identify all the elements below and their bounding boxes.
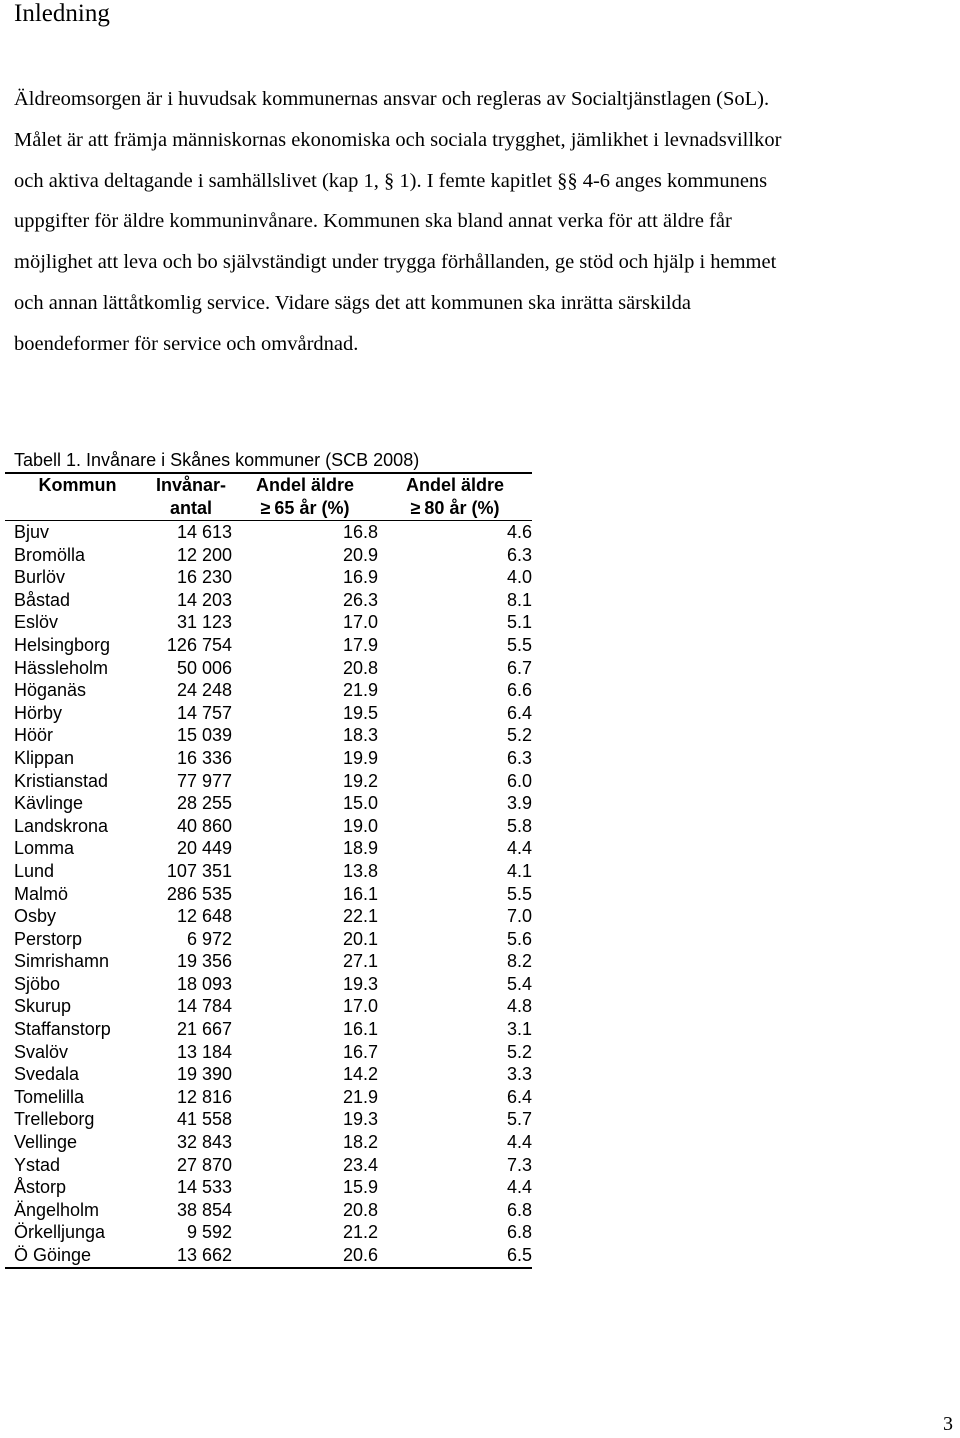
cell-invanare: 19 356 [176,951,232,972]
table-row [5,589,532,612]
page-heading: Inledning [14,0,110,27]
cell-andel80: 6.0 [506,770,532,791]
cell-andel65: 19.0 [342,815,378,836]
table-row [5,1018,532,1041]
cell-kommun: Landskrona [14,815,109,836]
cell-andel65: 26.3 [342,589,378,610]
cell-andel65: 14.2 [342,1064,378,1085]
table-row [5,611,532,634]
cell-invanare: 28 255 [176,793,232,814]
header-kommun: Kommun [38,475,117,495]
cell-andel65: 16.9 [342,567,378,588]
cell-kommun: Perstorp [14,928,83,949]
table-row [5,1063,532,1086]
table-row [5,837,532,860]
cell-andel65: 20.8 [342,1199,378,1220]
header-invanare [150,473,232,521]
cell-kommun: Burlöv [14,567,66,588]
cell-invanare: 126 754 [166,634,232,655]
cell-andel80: 3.9 [506,793,532,814]
table-row [5,521,532,544]
cell-andel80: 4.4 [506,838,532,859]
cell-andel65: 18.2 [342,1132,378,1153]
cell-invanare: 31 123 [176,612,232,633]
cell-andel65: 16.1 [342,1019,378,1040]
header-andel80-line1: Andel äldre [405,475,505,495]
table-row [5,1154,532,1177]
cell-andel80: 5.2 [506,725,532,746]
header-andel65-line2-wrap [232,497,378,520]
cell-andel65: 17.0 [342,612,378,633]
paragraph-line: Målet är att främja människornas ekonomiska och sociala trygghet, jämlikhet i levnadsvillkor [14,128,782,151]
cell-andel80: 5.8 [506,815,532,836]
cell-andel80: 5.7 [506,1109,532,1130]
cell-invanare: 15 039 [176,725,232,746]
cell-andel65: 21.9 [342,680,378,701]
cell-kommun: Osby [14,906,57,927]
cell-kommun: Höganäs [14,680,87,701]
cell-andel80: 4.8 [506,996,532,1017]
page-number: 3 [943,1413,953,1435]
cell-andel80: 6.6 [506,680,532,701]
table-row [5,860,532,883]
cell-invanare: 16 230 [176,567,232,588]
cell-andel65: 21.9 [342,1086,378,1107]
table-row [5,1041,532,1064]
cell-invanare: 20 449 [176,838,232,859]
table-row [5,747,532,770]
header-andel65-line1: Andel äldre [255,475,355,495]
cell-andel80: 4.4 [506,1177,532,1198]
cell-kommun: Höör [14,725,54,746]
table-row [5,1131,532,1154]
cell-invanare: 13 184 [176,1041,232,1062]
paragraph-line: boendeformer för service och omvårdnad. [14,332,359,355]
header-andel80 [378,473,532,521]
cell-kommun: Ö Göinge [14,1245,92,1265]
cell-invanare: 21 667 [176,1019,232,1040]
cell-andel80: 4.6 [506,522,532,542]
cell-kommun: Åstorp [14,1177,67,1198]
table-caption: Tabell 1. Invånare i Skånes kommuner (SCB 2008) [14,450,420,470]
cell-kommun: Staffanstorp [14,1019,111,1040]
table-header-row [5,473,532,521]
cell-andel80: 8.2 [506,951,532,972]
cell-invanare: 38 854 [176,1199,232,1220]
table-row [5,928,532,951]
cell-invanare: 77 977 [176,770,232,791]
cell-andel65: 21.2 [342,1222,378,1243]
cell-andel65: 27.1 [342,951,378,972]
cell-kommun: Lomma [14,838,75,859]
cell-andel65: 13.8 [342,860,378,881]
cell-invanare: 14 533 [176,1177,232,1198]
cell-kommun: Svedala [14,1064,80,1085]
cell-invanare: 13 662 [176,1245,232,1265]
cell-andel65: 19.3 [342,1109,378,1130]
cell-andel80: 6.5 [506,1245,532,1265]
population-table [5,472,532,1269]
cell-kommun: Svalöv [14,1041,69,1062]
cell-andel65: 23.4 [342,1154,378,1175]
cell-andel80: 6.3 [506,544,532,565]
cell-kommun: Helsingborg [14,634,111,655]
cell-andel65: 17.9 [342,634,378,655]
header-andel80-line2-wrap [378,497,532,520]
cell-kommun: Hässleholm [14,657,109,678]
cell-andel65: 16.8 [342,522,378,542]
header-andel65-line2: 65 år (%) [274,498,350,518]
cell-invanare: 41 558 [176,1109,232,1130]
table-row [5,544,532,567]
cell-kommun: Hörby [14,702,63,723]
cell-kommun: Tomelilla [14,1086,85,1107]
cell-invanare: 107 351 [166,860,232,881]
cell-andel80: 6.8 [506,1222,532,1243]
cell-kommun: Vellinge [14,1132,78,1153]
cell-invanare: 24 248 [176,680,232,701]
cell-andel65: 17.0 [342,996,378,1017]
table-row [5,883,532,906]
cell-kommun: Skurup [14,996,72,1017]
cell-andel65: 19.3 [342,973,378,994]
cell-kommun: Bjuv [14,522,50,542]
paragraph-line: och annan lättåtkomlig service. Vidare sägs det att kommunen ska inrätta särskilda [14,291,691,314]
table-row [5,815,532,838]
table-row [5,1199,532,1222]
cell-invanare: 14 203 [176,589,232,610]
cell-kommun: Ystad [14,1154,61,1175]
cell-kommun: Trelleborg [14,1109,95,1130]
table-row [5,792,532,815]
cell-andel80: 4.1 [506,860,532,881]
cell-kommun: Örkelljunga [14,1222,106,1243]
table-row [5,724,532,747]
table-row [5,1086,532,1109]
cell-andel65: 16.7 [342,1041,378,1062]
cell-andel65: 20.8 [342,657,378,678]
cell-invanare: 14 784 [176,996,232,1017]
table-row [5,973,532,996]
cell-invanare: 14 613 [176,522,232,542]
cell-andel80: 7.0 [506,906,532,927]
header-andel65 [232,473,378,521]
cell-andel80: 5.2 [506,1041,532,1062]
cell-andel65: 20.6 [342,1245,378,1265]
cell-andel80: 6.3 [506,747,532,768]
table-row [5,1176,532,1199]
cell-kommun: Simrishamn [14,951,110,972]
header-invanare-line1: Invånar- [155,475,227,495]
cell-andel65: 20.1 [342,928,378,949]
paragraph-line: Äldreomsorgen är i huvudsak kommunernas ansvar och regleras av Socialtjänstlagen (SoL). [14,88,770,110]
cell-andel65: 19.5 [342,702,378,723]
cell-andel80: 7.3 [506,1154,532,1175]
cell-andel80: 5.1 [506,612,532,633]
cell-andel80: 4.0 [506,567,532,588]
cell-invanare: 12 200 [176,544,232,565]
cell-invanare: 12 816 [176,1086,232,1107]
cell-kommun: Ängelholm [14,1199,100,1220]
cell-kommun: Kristianstad [14,770,109,791]
table-row [5,702,532,725]
cell-kommun: Lund [14,860,55,881]
cell-andel80: 3.3 [506,1064,532,1085]
greater-or-equal-icon: ≥ [260,498,271,518]
cell-invanare: 12 648 [176,906,232,927]
cell-andel65: 20.9 [342,544,378,565]
cell-andel65: 16.1 [342,883,378,904]
paragraph-line: uppgifter för äldre kommuninvånare. Kommunen ska bland annat verka för att äldre får [14,210,732,233]
cell-invanare: 14 757 [176,702,232,723]
cell-invanare: 6 972 [186,928,232,949]
cell-invanare: 32 843 [176,1132,232,1153]
table-row [5,679,532,702]
cell-invanare: 27 870 [176,1154,232,1175]
cell-andel65: 15.0 [342,793,378,814]
cell-invanare: 16 336 [176,747,232,768]
cell-kommun: Bromölla [14,544,86,565]
header-invanare-line2: antal [169,498,212,518]
cell-andel80: 5.5 [506,883,532,904]
intro-paragraph [14,79,914,365]
cell-andel80: 4.4 [506,1132,532,1153]
table-row [5,905,532,928]
table-row [5,950,532,973]
cell-invanare: 19 390 [176,1064,232,1085]
cell-kommun: Eslöv [14,612,59,633]
table-row [5,1244,532,1268]
cell-andel65: 19.2 [342,770,378,791]
cell-andel65: 19.9 [342,747,378,768]
paragraph-line: möjlighet att leva och bo självständigt under trygga förhållanden, ge stöd och hjälp i hemmet [14,251,777,274]
table-row [5,1221,532,1244]
greater-or-equal-icon: ≥ [410,498,421,518]
cell-andel80: 5.6 [506,928,532,949]
paragraph-line: och aktiva deltagande i samhällslivet (kap 1, § 1). I femte kapitlet §§ 4-6 anges kommunens [14,169,768,192]
table-body [5,521,532,1268]
cell-invanare: 18 093 [176,973,232,994]
cell-andel65: 18.9 [342,838,378,859]
cell-andel80: 6.7 [506,657,532,678]
cell-kommun: Malmö [14,883,69,904]
table-row [5,634,532,657]
table-row [5,566,532,589]
cell-invanare: 40 860 [176,815,232,836]
cell-kommun: Kävlinge [14,793,84,814]
cell-andel80: 6.4 [506,702,532,723]
cell-andel80: 3.1 [506,1019,532,1040]
cell-andel80: 6.4 [506,1086,532,1107]
table-row [5,995,532,1018]
cell-andel80: 6.8 [506,1199,532,1220]
cell-kommun: Båstad [14,589,71,610]
header-andel80-line2: 80 år (%) [424,498,500,518]
cell-andel65: 22.1 [342,906,378,927]
cell-andel80: 5.4 [506,973,532,994]
cell-kommun: Klippan [14,747,75,768]
table-row [5,770,532,793]
table-row [5,1108,532,1131]
cell-andel65: 18.3 [342,725,378,746]
cell-invanare: 9 592 [186,1222,232,1243]
table-row [5,657,532,680]
cell-kommun: Sjöbo [14,973,61,994]
cell-andel65: 15.9 [342,1177,378,1198]
cell-andel80: 5.5 [506,634,532,655]
cell-invanare: 286 535 [166,883,232,904]
cell-invanare: 50 006 [176,657,232,678]
cell-andel80: 8.1 [506,589,532,610]
